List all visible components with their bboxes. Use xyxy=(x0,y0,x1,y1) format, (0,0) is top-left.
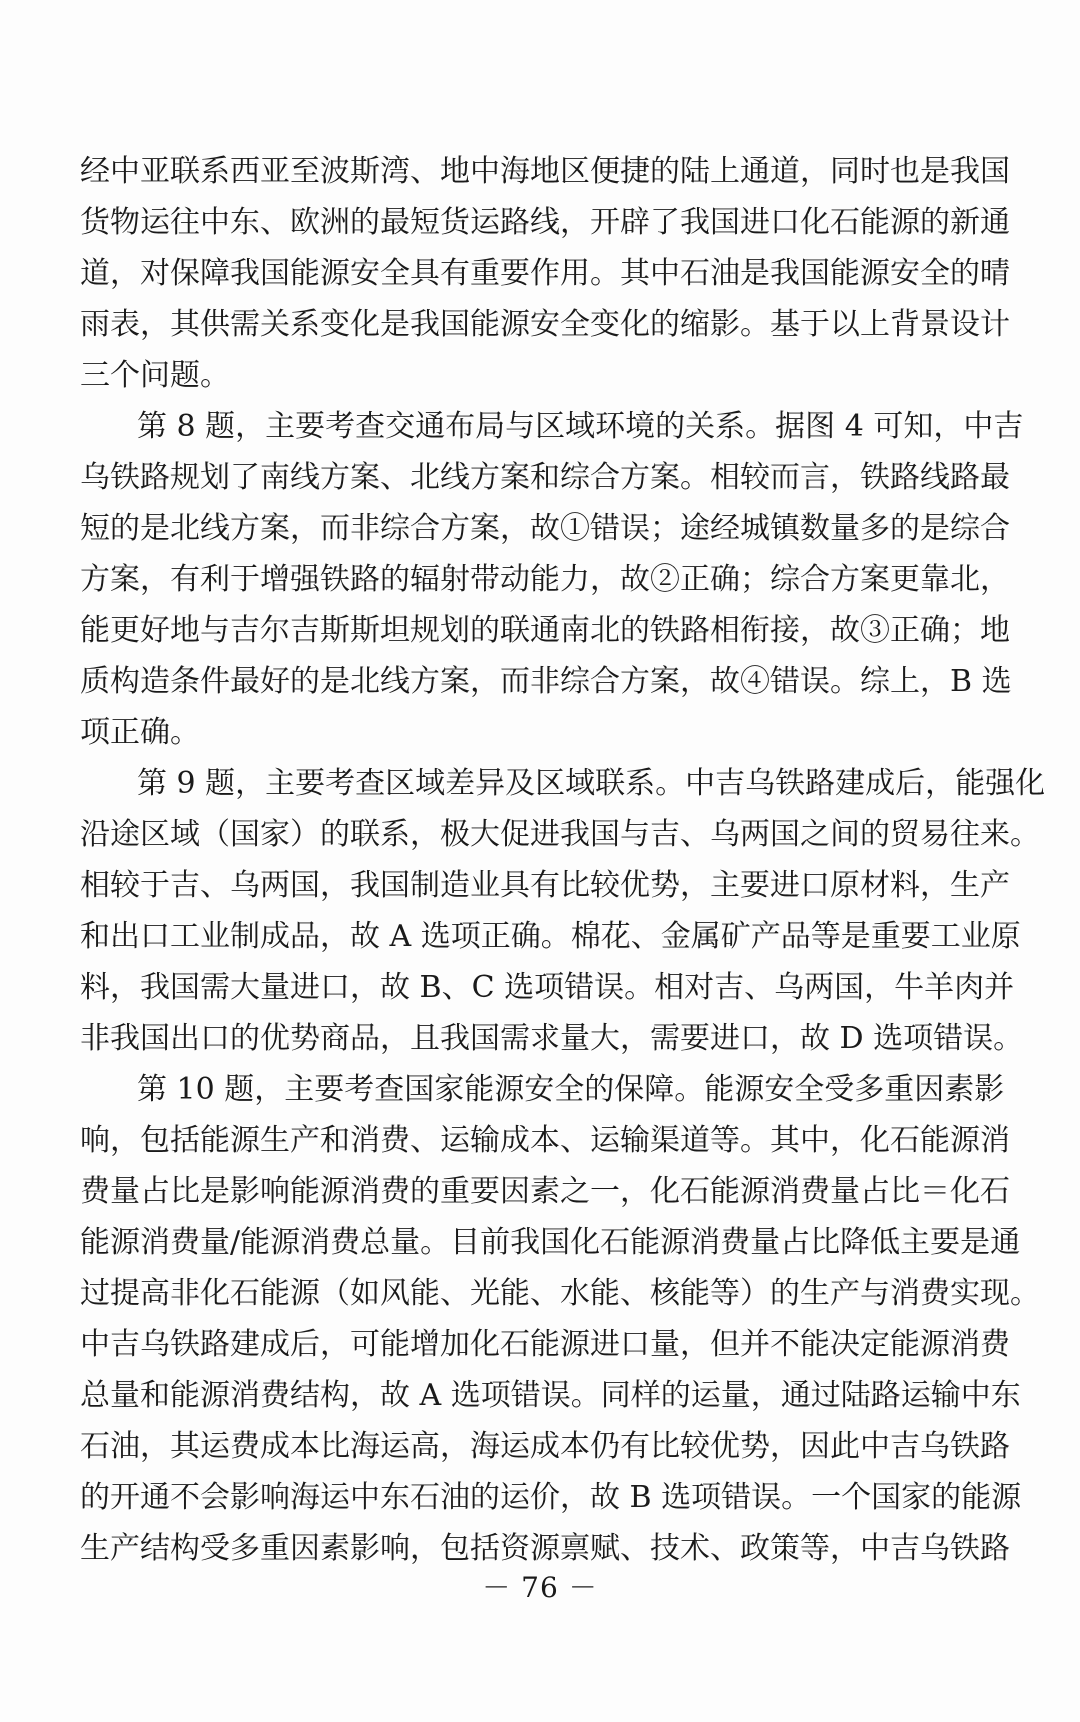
text-line: 方案，有利于增强铁路的辐射带动能力，故②正确；综合方案更靠北， xyxy=(80,562,1010,597)
text-line: 项正确。 xyxy=(80,715,200,750)
text-line: 第 9 题，主要考查区域差异及区域联系。中吉乌铁路建成后，能强化 xyxy=(137,766,1046,801)
text-line: 货物运往中东、欧洲的最短货运路线，开辟了我国进口化石能源的新通 xyxy=(80,205,1010,240)
text-line: 短的是北线方案，而非综合方案，故①错误；途经城镇数量多的是综合 xyxy=(80,511,1010,546)
text-line: 第 10 题，主要考查国家能源安全的保障。能源安全受多重因素影 xyxy=(137,1072,1005,1107)
body-text xyxy=(80,146,1046,1574)
text-line: 总量和能源消费结构，故 A 选项错误。同样的运量，通过陆路运输中东 xyxy=(80,1378,1021,1413)
text-line: 能更好地与吉尔吉斯斯坦规划的联通南北的铁路相衔接，故③正确；地 xyxy=(80,613,1010,648)
text-line: 三个问题。 xyxy=(80,358,230,393)
text-line: 道，对保障我国能源安全具有重要作用。其中石油是我国能源安全的晴 xyxy=(80,256,1010,291)
text-line: 相较于吉、乌两国，我国制造业具有比较优势，主要进口原材料，生产 xyxy=(80,868,1010,903)
text-line: 石油，其运费成本比海运高，海运成本仍有比较优势，因此中吉乌铁路 xyxy=(80,1429,1010,1464)
text-line: 第 8 题，主要考查交通布局与区域环境的关系。据图 4 可知，中吉 xyxy=(137,409,1024,444)
text-line: 的开通不会影响海运中东石油的运价，故 B 选项错误。一个国家的能源 xyxy=(80,1480,1022,1515)
text-line: 质构造条件最好的是北线方案，而非综合方案，故④错误。综上，B 选 xyxy=(80,664,1012,699)
text-line: 响，包括能源生产和消费、运输成本、运输渠道等。其中，化石能源消 xyxy=(80,1123,1010,1158)
paragraph-intro-continued xyxy=(80,146,1010,401)
text-line: 费量占比是影响能源消费的重要因素之一，化石能源消费量占比＝化石 xyxy=(80,1174,1010,1209)
page-number: － 76 － xyxy=(482,1571,598,1604)
paragraph-question-10 xyxy=(80,1064,1040,1574)
text-line: 生产结构受多重因素影响，包括资源禀赋、技术、政策等，中吉乌铁路 xyxy=(80,1531,1010,1566)
text-line: 乌铁路规划了南线方案、北线方案和综合方案。相较而言，铁路线路最 xyxy=(80,460,1010,495)
text-line: 能源消费量/能源消费总量。目前我国化石能源消费量占比降低主要是通 xyxy=(80,1225,1021,1260)
paragraph-question-8 xyxy=(80,401,1024,758)
text-line: 雨表，其供需关系变化是我国能源安全变化的缩影。基于以上背景设计 xyxy=(80,307,1010,342)
text-line: 非我国出口的优势商品，且我国需求量大，需要进口，故 D 选项错误。 xyxy=(80,1021,1024,1056)
text-line: 经中亚联系西亚至波斯湾、地中海地区便捷的陆上通道，同时也是我国 xyxy=(80,154,1010,189)
text-line: 料，我国需大量进口，故 B、C 选项错误。相对吉、乌两国，牛羊肉并 xyxy=(80,970,1015,1005)
text-line: 过提高非化石能源（如风能、光能、水能、核能等）的生产与消费实现。 xyxy=(80,1276,1040,1311)
paragraph-question-9 xyxy=(80,758,1046,1064)
text-line: 沿途区域（国家）的联系，极大促进我国与吉、乌两国之间的贸易往来。 xyxy=(80,817,1040,852)
text-line: 和出口工业制成品，故 A 选项正确。棉花、金属矿产品等是重要工业原 xyxy=(80,919,1021,954)
text-line: 中吉乌铁路建成后，可能增加化石能源进口量，但并不能决定能源消费 xyxy=(80,1327,1010,1362)
